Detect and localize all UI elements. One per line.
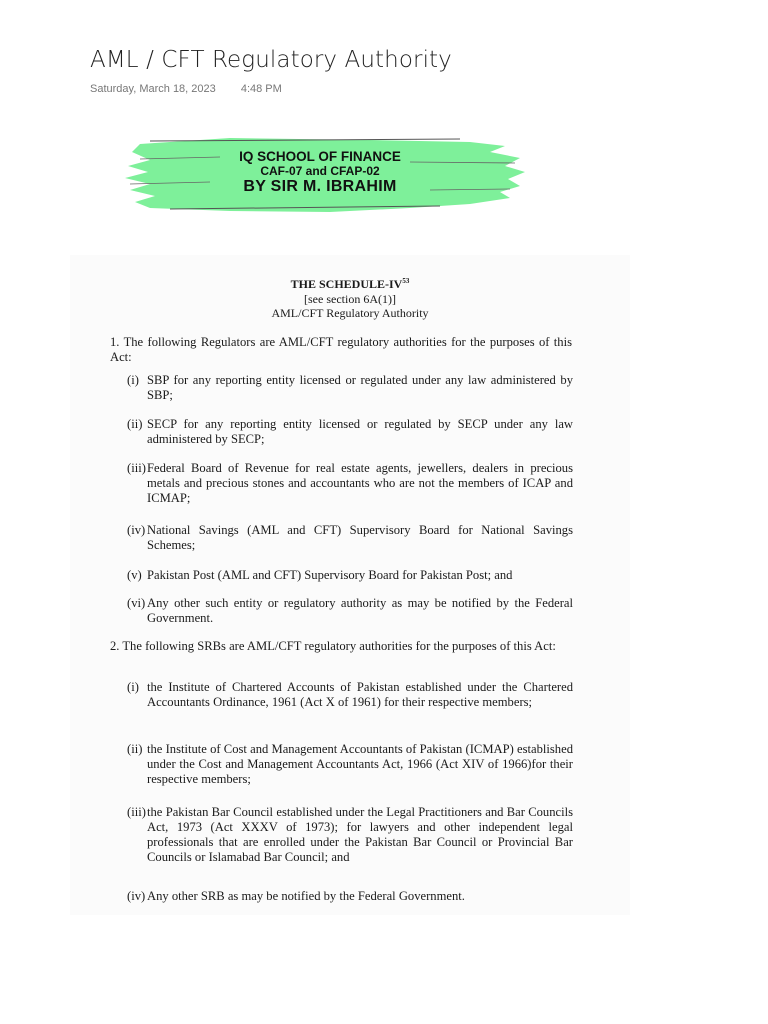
schedule-heading: AML/CFT Regulatory Authority [271,306,429,320]
document-image [70,255,630,915]
list-item: (vi) Any other such entity or regulatory authority as may be notified by the Federal Government. [127,596,573,625]
list-item: (i) SBP for any reporting entity licensed or regulated under any law administered by SBP; [127,373,573,402]
list-item: (iv) Any other SRB as may be notified by the Federal Government. [127,889,465,903]
list-item: (iii) the Pakistan Bar Council established under the Legal Practitioners and Bar Councils Act, 1973 (Act XXXV of 1973); for lawyers and other independent legal professionals that are enrolled under the Pakistan Bar Council or Provincial Bar Councils or Islamabad Bar Council; and [127,805,573,864]
banner-line-2: CAF-07 and CFAP-02 [260,164,380,178]
page-title: AML / CFT Regulatory Authority [90,47,452,73]
list-item: (i) the Institute of Chartered Accounts of Pakistan established under the Chartered Accountants Ordinance, 1961 (Act X of 1961) for their respective members; [127,680,573,709]
schedule-title: THE SCHEDULE-IV$^{53}$ [290,277,410,291]
list-item: (iv) National Savings (AML and CFT) Supervisory Board for National Savings Schemes; [127,523,573,552]
banner-line-3: BY SIR M. IBRAHIM [243,178,397,195]
list-item: (iii) Federal Board of Revenue for real estate agents, jewellers, dealers in precious metals and precious stones and accountants who are not the members of ICAP and ICMAP; [127,461,573,505]
footnote-ref: 53 [402,277,410,285]
page-timestamp [90,83,304,95]
schedule-subtitle: [see section 6A(1)] [304,292,396,306]
section-2-intro: 2. The following SRBs are AML/CFT regulatory authorities for the purposes of this Act: [110,639,556,653]
list-item: (ii) the Institute of Cost and Management Accountants of Pakistan (ICMAP) established under the Cost and Management Accountants Act, 1966 (Act XIV of 1966)for their respective members; [127,742,573,786]
page-time: 4:48 PM [240,83,282,95]
list-item: (v) Pakistan Post (AML and CFT) Supervisory Board for Pakistan Post; and [127,568,513,582]
section-1-intro: 1. The following Regulators are AML/CFT regulatory authorities for the purposes of this Act: [110,335,572,364]
banner-line-1: IQ SCHOOL OF FINANCE [239,149,401,164]
promo-banner-image [110,132,530,218]
page-date: Saturday, March 18, 2023 [90,83,216,95]
list-item: (ii) SECP for any reporting entity licensed or regulated by SECP under any law administered by SECP; [127,417,573,446]
